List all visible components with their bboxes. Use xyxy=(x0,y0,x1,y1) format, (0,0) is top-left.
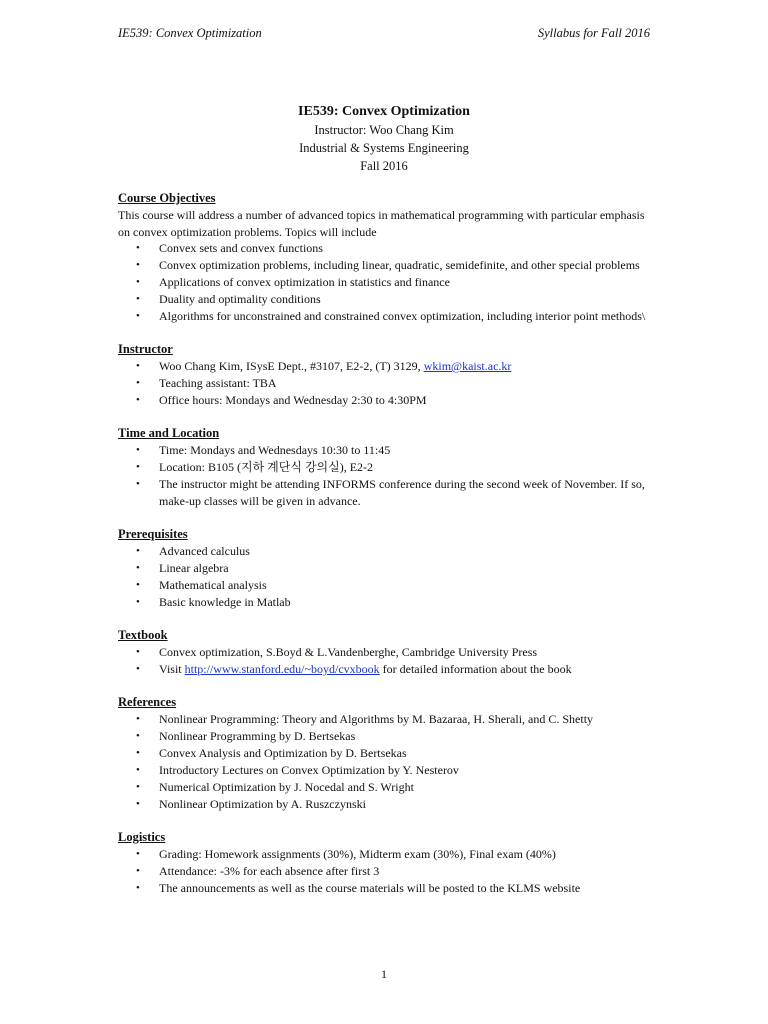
bullet-icon: • xyxy=(136,377,140,389)
list-item xyxy=(118,240,658,257)
list-item xyxy=(118,543,658,560)
references-list xyxy=(118,711,658,813)
list-item xyxy=(118,846,658,863)
header-syllabus-term: Syllabus for Fall 2016 xyxy=(537,26,650,40)
bullet-icon: • xyxy=(136,747,140,759)
list-item-text: Grading: Homework assignments (30%), Midterm exam (30%), Final exam (40%) xyxy=(159,847,556,861)
list-item-text: Location: B105 (지하 계단식 강의실), E2-2 xyxy=(159,460,374,474)
list-item xyxy=(118,442,658,459)
bullet-icon: • xyxy=(136,242,140,254)
list-item-text: Teaching assistant: TBA xyxy=(159,376,277,390)
list-item xyxy=(118,375,658,392)
header-course-title: IE539: Convex Optimization xyxy=(118,26,262,40)
list-item-text: Convex Analysis and Optimization by D. Bertsekas xyxy=(159,746,407,760)
list-item-text: Mathematical analysis xyxy=(159,578,267,592)
section-heading: Time and Location xyxy=(118,426,220,440)
list-item-text: The instructor might be attending INFORMS conference during the second week of November. If so, make-up classes will be given in advance. xyxy=(159,477,645,508)
list-item xyxy=(118,644,658,661)
logistics-list xyxy=(118,846,658,897)
section-heading: Instructor xyxy=(118,342,173,356)
section-heading: Prerequisites xyxy=(118,527,188,541)
list-item xyxy=(118,711,658,728)
textbook-list xyxy=(118,644,658,678)
instructor-list xyxy=(118,358,658,409)
objectives-intro: This course will address a number of advanced topics in mathematical programming with particular emphasis on convex optimization problems. Topics will include xyxy=(118,208,645,239)
cvxbook-link[interactable]: http://www.stanford.edu/~boyd/cvxbook xyxy=(184,662,380,676)
list-item xyxy=(118,762,658,779)
instructor-contact: Woo Chang Kim, ISysE Dept., #3107, E2-2, (T) 3129, xyxy=(159,359,424,373)
department-line: Industrial & Systems Engineering xyxy=(299,141,469,155)
section-course-objectives xyxy=(118,190,658,325)
bullet-icon: • xyxy=(136,276,140,288)
section-time-and-location xyxy=(118,425,658,510)
bullet-icon: • xyxy=(136,865,140,877)
list-item xyxy=(118,560,658,577)
list-item xyxy=(118,880,658,897)
bullet-icon: • xyxy=(136,713,140,725)
title-block xyxy=(0,102,768,175)
list-item xyxy=(118,779,658,796)
section-instructor xyxy=(118,341,658,409)
list-item-text: Nonlinear Programming: Theory and Algorithms by M. Bazaraa, H. Sherali, and C. Shetty xyxy=(159,712,594,726)
bullet-icon: • xyxy=(136,663,140,675)
page-title: IE539: Convex Optimization xyxy=(298,104,470,119)
bullet-icon: • xyxy=(136,360,140,372)
visit-prefix: Visit xyxy=(159,662,185,676)
objectives-list xyxy=(118,240,658,325)
list-item-text: Applications of convex optimization in statistics and finance xyxy=(159,275,450,289)
list-item-text: Office hours: Mondays and Wednesday 2:30 to 4:30PM xyxy=(159,393,427,407)
section-heading: Course Objectives xyxy=(118,191,216,205)
list-item-text: Duality and optimality conditions xyxy=(159,292,321,306)
time-location-list xyxy=(118,442,658,510)
bullet-icon: • xyxy=(136,730,140,742)
list-item-text: Basic knowledge in Matlab xyxy=(159,595,291,609)
list-item-text: Nonlinear Programming by D. Bertsekas xyxy=(159,729,356,743)
instructor-email-link[interactable]: wkim@kaist.ac.kr xyxy=(423,359,512,373)
syllabus-content xyxy=(118,190,658,913)
list-item xyxy=(118,257,658,274)
section-references xyxy=(118,694,658,813)
list-item xyxy=(118,358,658,375)
list-item xyxy=(118,661,658,678)
list-item xyxy=(118,274,658,291)
bullet-icon: • xyxy=(136,444,140,456)
bullet-icon: • xyxy=(136,545,140,557)
list-item-text: Introductory Lectures on Convex Optimization by Y. Nesterov xyxy=(159,763,459,777)
bullet-icon: • xyxy=(136,394,140,406)
list-item xyxy=(118,308,658,325)
section-textbook xyxy=(118,627,658,678)
list-item-text: Convex optimization, S.Boyd & L.Vandenberghe, Cambridge University Press xyxy=(159,645,538,659)
bullet-icon: • xyxy=(136,781,140,793)
list-item-text: Advanced calculus xyxy=(159,544,250,558)
list-item xyxy=(118,796,658,813)
instructor-line: Instructor: Woo Chang Kim xyxy=(314,123,454,137)
running-header xyxy=(118,26,650,44)
bullet-icon: • xyxy=(136,764,140,776)
bullet-icon: • xyxy=(136,461,140,473)
list-item xyxy=(118,291,658,308)
list-item-text: Convex sets and convex functions xyxy=(159,241,323,255)
bullet-icon: • xyxy=(136,596,140,608)
bullet-icon: • xyxy=(136,478,140,490)
list-item-text: Convex optimization problems, including linear, quadratic, semidefinite, and other special problems xyxy=(159,258,640,272)
section-logistics xyxy=(118,829,658,897)
bullet-icon: • xyxy=(136,848,140,860)
term-line: Fall 2016 xyxy=(360,159,408,173)
bullet-icon: • xyxy=(136,259,140,271)
prerequisites-list xyxy=(118,543,658,611)
section-prerequisites xyxy=(118,526,658,611)
section-heading: References xyxy=(118,695,177,709)
section-heading: Logistics xyxy=(118,830,166,844)
bullet-icon: • xyxy=(136,798,140,810)
bullet-icon: • xyxy=(136,293,140,305)
bullet-icon: • xyxy=(136,562,140,574)
list-item xyxy=(118,728,658,745)
list-item xyxy=(118,863,658,880)
bullet-icon: • xyxy=(136,646,140,658)
list-item xyxy=(118,392,658,409)
list-item-text: Linear algebra xyxy=(159,561,229,575)
bullet-icon: • xyxy=(136,579,140,591)
list-item xyxy=(118,594,658,611)
visit-suffix: for detailed information about the book xyxy=(379,662,572,676)
list-item-text: Numerical Optimization by J. Nocedal and S. Wright xyxy=(159,780,414,794)
list-item-text: Attendance: -3% for each absence after first 3 xyxy=(159,864,380,878)
bullet-icon: • xyxy=(136,310,140,322)
bullet-icon: • xyxy=(136,882,140,894)
list-item xyxy=(118,577,658,594)
list-item xyxy=(118,476,658,510)
list-item xyxy=(118,745,658,762)
page-number: 1 xyxy=(381,967,387,981)
section-heading: Textbook xyxy=(118,628,168,642)
list-item-text: Nonlinear Optimization by A. Ruszczynski xyxy=(159,797,366,811)
list-item-text: The announcements as well as the course materials will be posted to the KLMS website xyxy=(159,881,581,895)
list-item-text: Algorithms for unconstrained and constrained convex optimization, including interior point methods\ xyxy=(159,309,646,323)
list-item-text: Time: Mondays and Wednesdays 10:30 to 11:45 xyxy=(159,443,391,457)
list-item xyxy=(118,459,658,476)
